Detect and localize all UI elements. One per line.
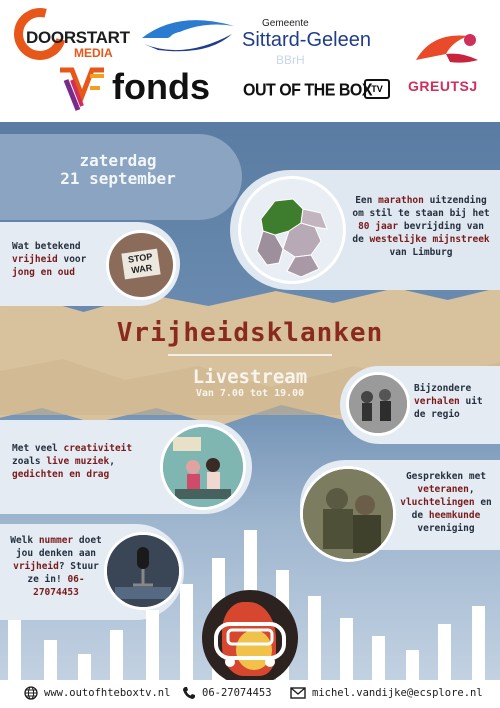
- equalizer-bar: [406, 650, 419, 680]
- fonds-word: fonds: [112, 66, 210, 107]
- event-date-day: zaterdag: [79, 151, 157, 170]
- blurb-highlight: heemkunde: [428, 510, 481, 521]
- blurb-text: Wat betekend: [12, 241, 81, 252]
- event-times: Van 7.00 tot 19.00: [195, 388, 305, 399]
- media-word: MEDIA: [74, 46, 113, 60]
- creativiteit-blurb: [12, 442, 162, 481]
- sponsor-strip: [0, 0, 500, 122]
- greutsj-logo: [408, 30, 488, 100]
- greutsj-word: GREUTSJ: [408, 78, 478, 94]
- blurb-text: bevrijding van de: [352, 221, 484, 245]
- mail-icon: [290, 686, 306, 700]
- fonds-logo: [58, 64, 228, 116]
- phone-icon: [182, 686, 196, 700]
- blurb-highlight: westelijke mijnstreek: [369, 234, 490, 245]
- blurb-text: voor: [57, 254, 87, 265]
- out-of-the-box-tv-logo: [243, 76, 389, 104]
- blurb-highlight: jong en oud: [12, 267, 75, 278]
- event-poster: [0, 122, 500, 680]
- blurb-highlight: vrijheid: [13, 561, 59, 572]
- blurb-text: zoals: [12, 456, 47, 467]
- blurb-highlight: marathon: [378, 195, 424, 206]
- contact-footer: [0, 680, 500, 708]
- event-date: [28, 152, 208, 188]
- email-link[interactable]: michel.vandijke@ecsplore.nl: [312, 687, 483, 699]
- blurb-highlight: vrijheid: [12, 254, 58, 265]
- sittard-swoosh-icon: [138, 16, 238, 58]
- title-divider: [168, 354, 332, 356]
- blurb-text: ,: [468, 484, 475, 495]
- blurb-text: ? Stuur ze in!: [27, 561, 99, 585]
- central-badge: [202, 590, 298, 680]
- gemeente-subtext: BBrH: [276, 53, 305, 67]
- blurb-highlight: vluchtelingen: [400, 497, 475, 508]
- equalizer-bar: [180, 584, 193, 680]
- equalizer-bar: [44, 640, 57, 680]
- blurb-highlight: 06-27074453: [33, 574, 85, 598]
- equalizer-bar: [146, 610, 159, 680]
- stop-war-sign: STOP WAR: [121, 249, 160, 280]
- vrijheid-blurb: [12, 240, 106, 279]
- performers-icon: [163, 427, 243, 507]
- greutsj-hero-icon: [412, 30, 482, 74]
- creativity-photo: [160, 424, 246, 510]
- blurb-highlight: gedichten en drag: [12, 469, 110, 480]
- equalizer-bar: [340, 618, 353, 680]
- blurb-text: Gesprekken met: [405, 471, 487, 482]
- equalizer-bar: [372, 636, 385, 680]
- out-of-the-box-word: OUT OF THE BOX: [243, 81, 372, 100]
- gemeente-label: Gemeente: [262, 18, 309, 29]
- doorstart-media-logo: [14, 6, 134, 64]
- phone-link[interactable]: 06-27074453: [202, 687, 272, 699]
- marathon-blurb: [350, 194, 492, 259]
- bus-icon: [202, 590, 298, 680]
- event-title: Vrijheidsklanken: [116, 318, 384, 348]
- blurb-text: vereniging: [417, 523, 475, 534]
- gemeente-name: Sittard-Geleen: [242, 29, 371, 51]
- tv-icon: TV: [364, 79, 390, 99]
- sittard-geleen-logo: [138, 10, 388, 70]
- blurb-highlight: veteranen: [417, 484, 469, 495]
- map-icon: [241, 179, 343, 281]
- blurb-text: Een: [355, 195, 379, 206]
- equalizer-bar: [110, 630, 123, 680]
- limburg-map: [238, 176, 346, 284]
- blurb-text: Welk: [10, 535, 39, 546]
- equalizer-bar: [8, 620, 21, 680]
- blurb-highlight: verhalen: [414, 396, 460, 407]
- blurb-text: ,: [109, 456, 115, 467]
- blurb-text: Bijzondere: [414, 383, 472, 394]
- blurb-highlight: 80 jaar: [358, 221, 399, 232]
- blurb-highlight: nummer: [38, 535, 74, 546]
- equalizer-bar: [438, 624, 451, 680]
- equalizer-bar: [78, 654, 91, 680]
- equalizer-bar: [472, 606, 485, 680]
- event-date-full: 21 september: [60, 169, 176, 188]
- stop-war-photo: [106, 230, 176, 300]
- globe-icon: [24, 686, 38, 700]
- blurb-text: doet jou denken aan: [15, 535, 102, 559]
- doorstart-word: DOORSTART: [26, 28, 130, 47]
- blurb-highlight: live muziek: [46, 456, 110, 467]
- blurb-text: Met veel: [12, 443, 64, 454]
- blurb-text: van Limburg: [389, 247, 453, 258]
- website-link[interactable]: www.outofhteboxtv.nl: [44, 687, 171, 699]
- blurb-text: uitzending om stil te staan bij het: [352, 195, 490, 219]
- blurb-text: uit de regio: [414, 396, 483, 420]
- livestream-label: Livestream: [192, 366, 308, 388]
- blurb-text: en de: [411, 497, 492, 521]
- equalizer-bar: [308, 596, 321, 680]
- fonds-mark-icon: [58, 66, 106, 112]
- blurb-highlight: creativiteit: [63, 443, 133, 454]
